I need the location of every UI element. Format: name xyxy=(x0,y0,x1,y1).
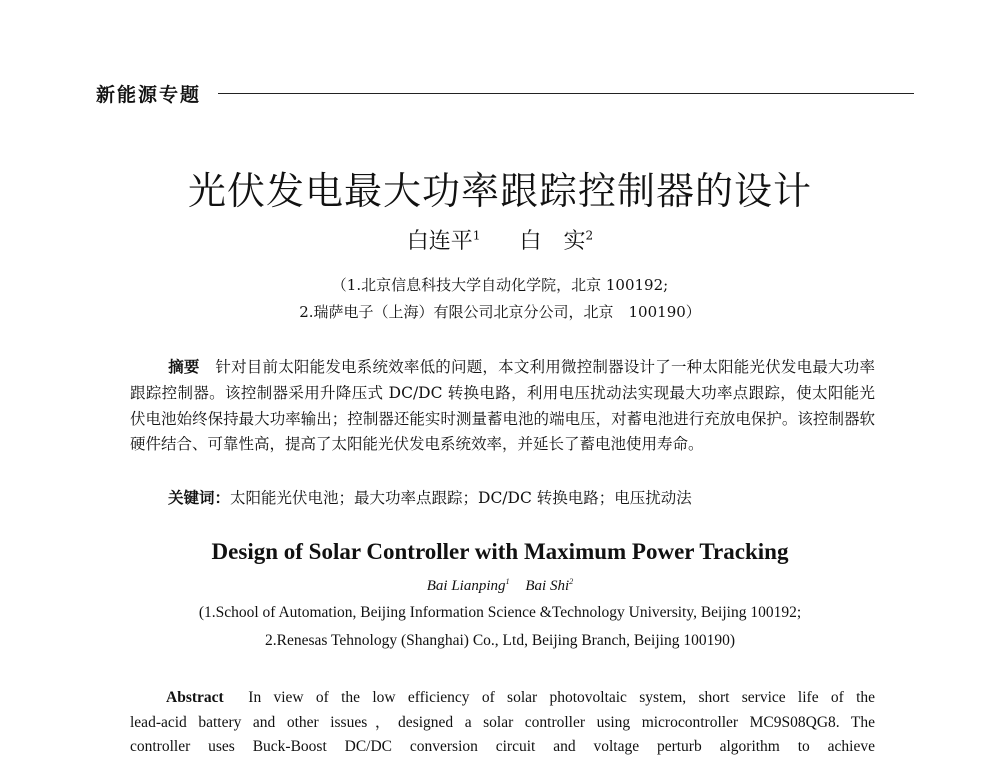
author-name: Bai Lianping xyxy=(426,578,506,594)
affiliation-en-1: (1.School of Automation, Beijing Information Science &Technology University, Beijing 100192; xyxy=(198,604,802,621)
author-superscript: 2 xyxy=(569,577,574,586)
journal-header xyxy=(96,78,914,108)
author-name: Bai Shi xyxy=(525,578,570,594)
abstract-cn-text: 针对目前太阳能发电系统效率低的问题，本文利用微控制器设计了一种太阳能光伏发电最大功率跟踪控制器。该控制器采用升降压式 DC/DC 转换电路，利用电压扰动法实现最大功率点跟踪，使太阳能光伏电池始终保持最大功率输出；控制器还能实时测量蓄电池的端电压，对蓄电池进行充放电保护。该控制器软硬件结合、可靠性高，提高了太阳能光伏发电系统效率，并延长了蓄电池使用寿命。 xyxy=(130,358,875,454)
abstract-en-label: Abstract xyxy=(166,689,224,706)
abstract-cn-label: 摘要 xyxy=(168,357,200,376)
author-en-1 xyxy=(427,578,510,594)
author-name: 白 实 xyxy=(519,229,586,254)
abstract-en-text: In view of the low efficiency of solar photovoltaic system, short service life of the xyxy=(248,689,876,706)
abstract-en-line-1 xyxy=(130,686,875,711)
abstract-chinese xyxy=(130,354,875,458)
keywords-cn-text: 太阳能光伏电池；最大功率点跟踪；DC/DC 转换电路；电压扰动法 xyxy=(230,489,692,507)
header-rule xyxy=(218,93,914,94)
author-superscript: 2 xyxy=(585,228,594,243)
title-english: Design of Solar Controller with Maximum Power Tracking xyxy=(211,539,789,564)
abstract-english xyxy=(130,686,875,760)
author-name: 白连平 xyxy=(406,229,473,254)
section-label: 新能源专题 xyxy=(96,84,202,106)
abstract-en-line-2: lead-acid battery and other issues，designed a solar controller using microcontroller MC9S08QG8. The xyxy=(130,713,875,731)
affiliation-cn-1: （1.北京信息科技大学自动化学院，北京 100192; xyxy=(331,276,669,294)
author-en-2 xyxy=(525,578,573,594)
authors-english xyxy=(0,577,1000,595)
author-superscript: 1 xyxy=(505,577,510,586)
title-chinese: 光伏发电最大功率跟踪控制器的设计 xyxy=(187,169,812,213)
affiliation-cn-2: 2.瑞萨电子（上海）有限公司北京分公司，北京 100190） xyxy=(299,303,701,321)
author-cn-2 xyxy=(520,229,594,254)
author-superscript: 1 xyxy=(472,228,481,243)
authors-chinese xyxy=(0,224,1000,255)
author-cn-1 xyxy=(407,229,481,254)
affiliation-en-2: 2.Renesas Tehnology (Shanghai) Co., Ltd, Beijing Branch, Beijing 100190) xyxy=(264,632,736,649)
keywords-cn-label: 关键词： xyxy=(168,488,231,507)
keywords-chinese xyxy=(168,486,692,508)
abstract-en-line-3: controller uses Buck-Boost DC/DC conversion circuit and voltage perturb algorithm to achieve xyxy=(130,738,875,755)
